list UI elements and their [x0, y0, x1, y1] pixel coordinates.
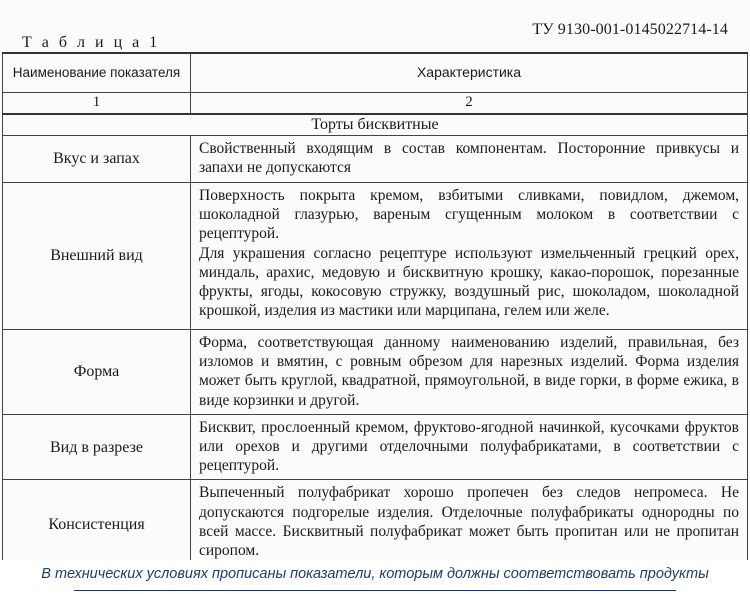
header-characteristic: Характеристика	[191, 53, 748, 93]
row-text-paragraph: Поверхность покрыта кремом, взбитыми сливками, повидлом, джемом, шоколадной глазурью, вареным сгущенным молоком в соответствии с рецептурой.	[199, 187, 739, 243]
row-text: Выпеченный полуфабрикат хорошо пропечен без следов непромеса. Не допускаются подгорелые изделия. Отделочные полуфабрикаты однородны по всей массе. Бисквитный полуфабрикат может быть пропитан или не пропитан сиропом.	[191, 480, 748, 560]
section-title: Торты бисквитные	[3, 114, 748, 136]
row-name: Форма	[3, 330, 191, 415]
caption-underline	[74, 590, 676, 591]
row-text-paragraph: Для украшения согласно рецептуре используют измельченный грецкий орех, миндаль, арахис, медовую и бисквитную крошку, какао-порошок, порезанные фрукты, ягоды, кокосовую стружку, воздушный рис, шоколадом, шоколадной крошкой, изделия из мастики или марципана, гелем или желе.	[199, 244, 739, 320]
column-number-2: 2	[191, 93, 748, 115]
row-text: Форма, соответствующая данному наименованию изделий, правильная, без изломов и вмятин, с ровным обрезом для нарезных изделий. Форма изделия может быть круглой, квадратной, прямоугольной, в виде горки, в форме ежика, в виде корзинки и другой.	[191, 330, 748, 415]
row-text: Бисквит, прослоенный кремом, фруктово-ягодной начинкой, кусочками фруктов или орехов и другими отделочными полуфабрикатами, в соответствии с рецептурой.	[191, 414, 748, 480]
row-text	[191, 183, 748, 330]
table-row	[3, 330, 748, 415]
row-name: Внешний вид	[3, 183, 191, 330]
image-caption: В технических условиях прописаны показатели, которым должны соответствовать продукты	[41, 566, 709, 582]
table-row	[3, 480, 748, 560]
row-name: Вид в разрезе	[3, 414, 191, 480]
table-row	[3, 183, 748, 330]
header-name: Наименование показателя	[3, 53, 191, 93]
section-row	[3, 114, 748, 136]
document-code: ТУ 9130-001-0145022714-14	[532, 21, 728, 38]
spec-table	[2, 52, 748, 560]
row-text: Свойственный входящим в состав компонентам. Посторонние привкусы и запахи не допускаются	[191, 136, 748, 183]
column-number-1: 1	[3, 93, 191, 115]
column-number-row	[3, 93, 748, 115]
table-label: Т а б л и ц а 1	[22, 34, 161, 51]
table-row	[3, 414, 748, 480]
row-name: Вкус и запах	[3, 136, 191, 183]
table-row	[3, 136, 748, 183]
row-name: Консистенция	[3, 480, 191, 560]
table-header-row	[3, 53, 748, 93]
